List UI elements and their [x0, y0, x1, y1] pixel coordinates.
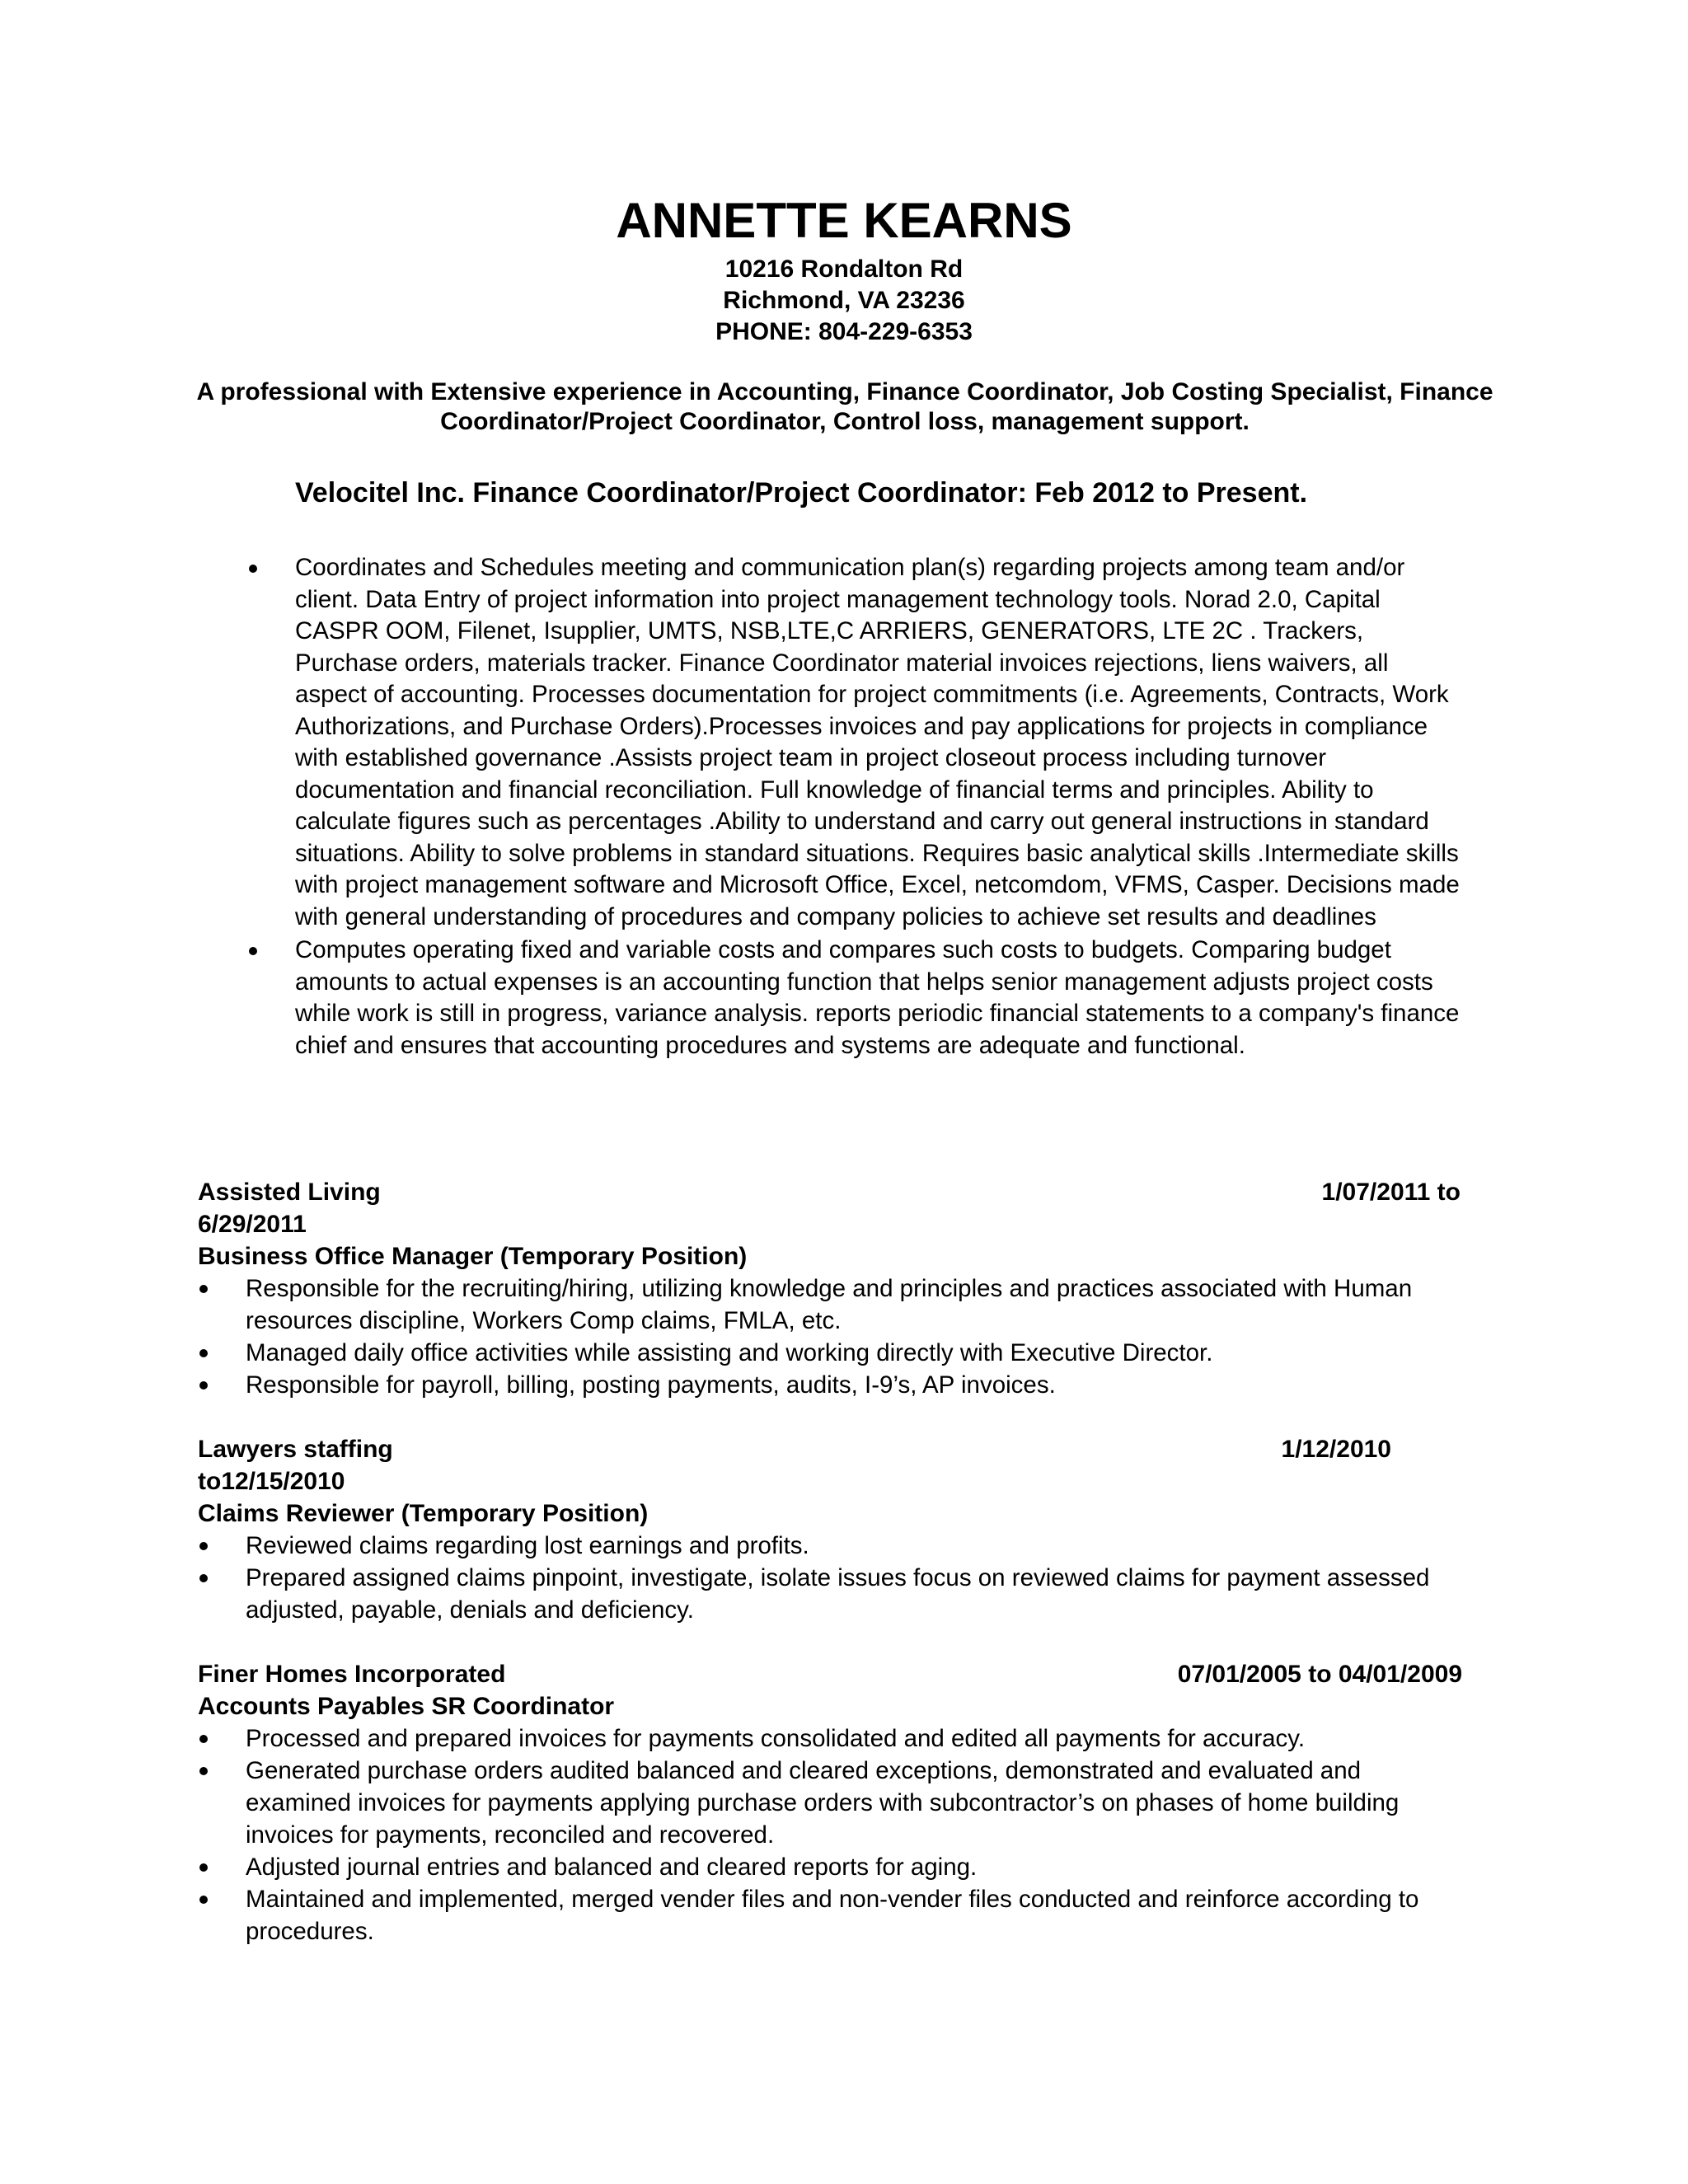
job-section-assisted-living — [198, 1176, 1467, 1401]
list-item: Processed and prepared invoices for payments consolidated and edited all payments for accuracy. — [246, 1722, 1467, 1755]
bullet-icon — [199, 1285, 208, 1293]
job-title-velocitel: Velocitel Inc. Finance Coordinator/Project Coordinator: Feb 2012 to Present. — [295, 477, 1308, 509]
job-header — [198, 1176, 1467, 1208]
bullet-icon — [249, 565, 257, 573]
job-dates: 1/12/2010 — [1281, 1436, 1391, 1463]
bullet-icon — [199, 1381, 208, 1390]
job-bullets — [246, 1530, 1467, 1626]
job-position: Accounts Payables SR Coordinator — [198, 1693, 615, 1720]
list-item: Reviewed claims regarding lost earnings and profits. — [246, 1530, 1467, 1562]
job-dates-continued: to12/15/2010 — [198, 1468, 345, 1495]
list-item: Adjusted journal entries and balanced and cleared reports for aging. — [246, 1851, 1467, 1883]
phone: PHONE: 804-229-6353 — [715, 318, 973, 345]
job-header — [198, 1433, 1467, 1465]
job-dates: 1/07/2011 to — [1321, 1179, 1461, 1206]
bullet-icon — [199, 1896, 208, 1904]
list-item: Generated purchase orders audited balanced and cleared exceptions, demonstrated and evaluated and examined invoices for payments applying purchase orders with subcontractor’s on phases of home building invoices for payments, reconciled and recovered. — [246, 1755, 1467, 1851]
bullet-icon — [249, 947, 257, 955]
bullet-icon — [199, 1863, 208, 1872]
bullet-icon — [199, 1349, 208, 1357]
company-name: Finer Homes Incorporated — [198, 1661, 506, 1688]
job-section-lawyers-staffing — [198, 1433, 1467, 1626]
candidate-name: ANNETTE KEARNS — [616, 193, 1072, 248]
professional-summary: A professional with Extensive experience in Accounting, Finance Coordinator, Job Costing Specialist, Finance Coordinator/Project Coordinator, Control loss, management support. — [196, 378, 1493, 435]
list-item: Maintained and implemented, merged vender files and non-vender files conducted and reinforce according to procedures. — [246, 1883, 1467, 1947]
address-line-1: 10216 Rondalton Rd — [724, 255, 964, 283]
job-section-finer-homes — [198, 1658, 1467, 1947]
job-position: Business Office Manager (Temporary Position) — [198, 1243, 748, 1270]
bullet-icon — [199, 1542, 208, 1550]
bullet-icon — [199, 1574, 208, 1582]
job-bullets — [246, 1722, 1467, 1947]
bullet-icon — [199, 1735, 208, 1743]
list-item: Managed daily office activities while assisting and working directly with Executive Director. — [246, 1337, 1467, 1369]
bullet-icon — [199, 1767, 208, 1775]
job-position: Claims Reviewer (Temporary Position) — [198, 1500, 649, 1527]
job-bullets — [246, 1272, 1467, 1401]
list-item: Computes operating fixed and variable costs and compares such costs to budgets. Comparing budget amounts to actual expenses is an accounting function that helps senior management adjusts project costs while work is still in progress, variance analysis. reports periodic financial statements to a company's finance chief and ensures that accounting procedures and systems are adequate and functional. — [295, 935, 1465, 1062]
list-item: Prepared assigned claims pinpoint, investigate, isolate issues focus on reviewed claims for payment assessed adjusted, payable, denials and deficiency. — [246, 1562, 1467, 1626]
list-item: Responsible for the recruiting/hiring, utilizing knowledge and principles and practices associated with Human resources discipline, Workers Comp claims, FMLA, etc. — [246, 1272, 1467, 1337]
job-dates: 07/01/2005 to 04/01/2009 — [1177, 1661, 1462, 1688]
company-name: Lawyers staffing — [198, 1436, 393, 1463]
company-name: Assisted Living — [198, 1179, 381, 1206]
contact-block — [0, 254, 1688, 348]
address-line-2: Richmond, VA 23236 — [723, 287, 965, 314]
job-bullets-velocitel — [295, 552, 1465, 1063]
job-header — [198, 1658, 1467, 1690]
list-item: Coordinates and Schedules meeting and communication plan(s) regarding projects among team and/or client. Data Entry of project information into project management technology tools. Norad 2.0, Capital CASPR OOM, Filenet, Isupplier, UMTS, NSB,LTE,C ARRIERS, GENERATORS, LTE 2C . Trackers, Purchase orders, materials tracker. Finance Coordinator material invoices rejections, liens waivers, all aspect of accounting. Processes documentation for project commitments (i.e. Agreements, Contracts, Work Authorizations, and Purchase Orders).Processes invoices and pay applications for projects in compliance with established governance .Assists project team in project closeout process including turnover documentation and financial reconciliation. Full knowledge of financial terms and principles. Ability to calculate figures such as percentages .Ability to understand and carry out general instructions in standard situations. Ability to solve problems in standard situations. Requires basic analytical skills .Intermediate skills with project management software and Microsoft Office, Excel, netcomdom, VFMS, Casper. Decisions made with general understanding of procedures and company policies to achieve set results and deadlines — [295, 552, 1465, 933]
job-dates-continued: 6/29/2011 — [198, 1211, 307, 1238]
list-item: Responsible for payroll, billing, posting payments, audits, I-9’s, AP invoices. — [246, 1369, 1467, 1401]
